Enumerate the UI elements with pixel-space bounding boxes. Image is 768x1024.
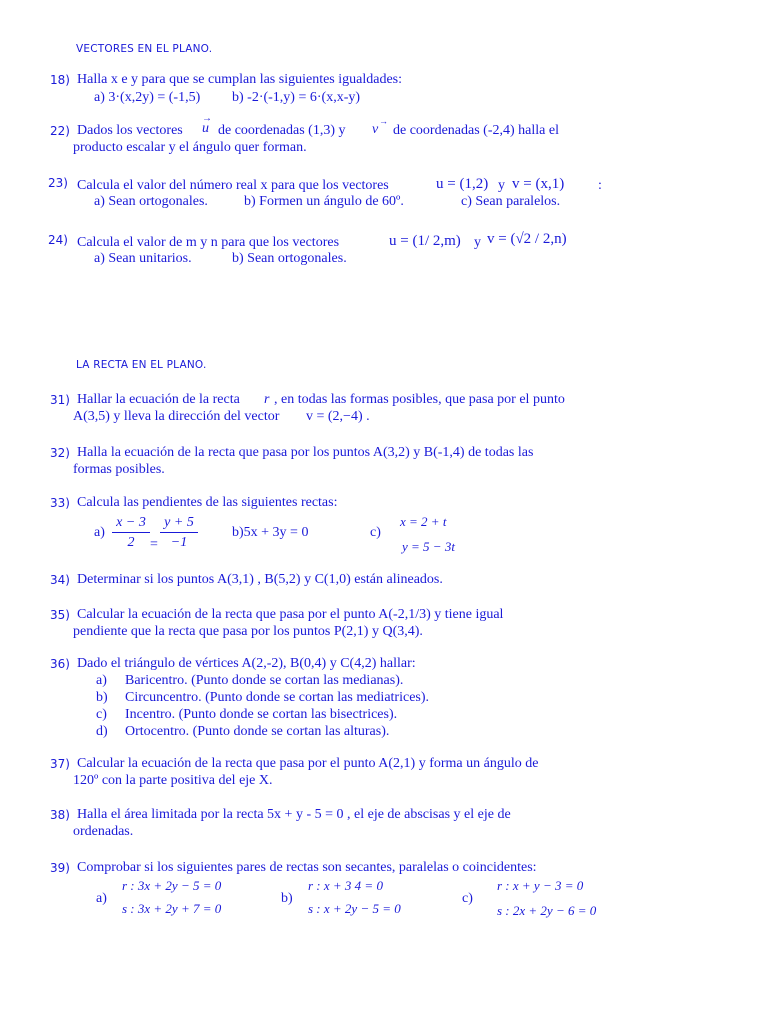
fraction-a-2	[160, 516, 198, 550]
fraction-a-1-numerator: x − 3	[112, 516, 150, 533]
problem-37-line2: 120º con la parte positiva del eje X.	[73, 773, 273, 788]
problem-39-b-line-r: r : x + 3 4 = 0	[308, 878, 383, 893]
problem-36-statement: Dado el triángulo de vértices A(2,-2), B(0,4) y C(4,2) hallar:	[77, 656, 416, 671]
problem-36-item-label-d: d)	[96, 724, 108, 739]
problem-39-part-c-label: c)	[462, 891, 473, 906]
vector-v-symbol: v →	[372, 116, 388, 137]
problem-33-part-a-label: a)	[94, 525, 105, 540]
problem-36-item-c: Incentro. (Punto donde se cortan las bisectrices).	[125, 707, 398, 722]
problem-33-statement: Calcula las pendientes de las siguientes rectas:	[77, 495, 338, 510]
problem-number-34: 34)	[50, 573, 70, 587]
problem-number-33: 33)	[50, 496, 70, 510]
fraction-a-2-denominator: −1	[170, 535, 188, 550]
problem-18-statement: Halla x e y para que se cumplan las siguientes igualdades:	[77, 72, 403, 87]
problem-24-part-b: b) Sean ortogonales.	[232, 251, 347, 266]
fraction-a-1-denominator: 2	[127, 535, 135, 550]
problem-22-text-c: de coordenadas (-2,4) halla el	[393, 123, 559, 138]
vector-u-arrow: →	[202, 113, 212, 124]
problem-23-vector-u: u = (1,2)	[436, 176, 489, 192]
problem-31-text-b: , en todas las formas posibles, que pasa por el punto	[274, 392, 565, 407]
problem-number-31: 31)	[50, 393, 70, 407]
problem-23-part-c: c) Sean paralelos.	[461, 194, 561, 209]
problem-39-a-line-s: s : 3x + 2y + 7 = 0	[122, 901, 222, 916]
problem-22-text-b: de coordenadas (1,3) y	[218, 123, 346, 138]
section-title-vectores: VECTORES EN EL PLANO.	[76, 43, 213, 55]
problem-36-item-d: Ortocentro. (Punto donde se cortan las alturas).	[125, 724, 390, 739]
problem-23-vector-v: v = (x,1)	[512, 176, 565, 192]
problem-number-18: 18)	[50, 73, 70, 87]
problem-35-line1: Calcular la ecuación de la recta que pasa por el punto A(-2,1/3) y tiene igual	[77, 607, 504, 622]
fraction-a-2-numerator: y + 5	[160, 516, 198, 533]
vector-u-symbol: → u	[202, 113, 212, 136]
problem-39-b-line-s: s : x + 2y − 5 = 0	[308, 901, 401, 916]
problem-22-line2: producto escalar y el ángulo quer forman.	[73, 140, 307, 155]
problem-31-vector: v = (2,−4) .	[306, 409, 370, 424]
problem-number-35: 35)	[50, 608, 70, 622]
problem-23-part-b: b) Formen un ángulo de 60º.	[244, 194, 404, 209]
problem-number-22: 22)	[50, 124, 70, 138]
problem-36-item-b: Circuncentro. (Punto donde se cortan las mediatrices).	[125, 690, 430, 705]
problem-33-part-b: b)5x + 3y = 0	[232, 525, 309, 540]
problem-number-24: 24)	[48, 233, 68, 247]
problem-23-colon: :	[598, 178, 602, 193]
problem-24-part-a: a) Sean unitarios.	[94, 251, 192, 266]
problem-36-item-label-a: a)	[96, 673, 107, 688]
problem-38-line2: ordenadas.	[73, 824, 134, 839]
problem-number-36: 36)	[50, 657, 70, 671]
problem-24-y: y	[474, 235, 481, 250]
problem-22-text-a: Dados los vectores	[77, 123, 183, 138]
problem-39-statement: Comprobar si los siguientes pares de rectas son secantes, paralelas o coincidentes:	[77, 860, 537, 875]
problem-32-line1: Halla la ecuación de la recta que pasa por los puntos A(3,2) y B(-1,4) de todas las	[77, 445, 534, 460]
problem-39-a-line-r: r : 3x + 2y − 5 = 0	[122, 878, 222, 893]
problem-24-vector-v: v = (√2 / 2,n)	[487, 231, 567, 247]
problem-39-c-line-r: r : x + y − 3 = 0	[497, 878, 584, 893]
problem-37-line1: Calcular la ecuación de la recta que pasa por el punto A(2,1) y forma un ángulo de	[77, 756, 539, 771]
problem-number-38: 38)	[50, 808, 70, 822]
problem-23-y: y	[498, 178, 505, 193]
section-title-recta: LA RECTA EN EL PLANO.	[76, 359, 207, 371]
problem-32-line2: formas posibles.	[73, 462, 165, 477]
problem-number-37: 37)	[50, 757, 70, 771]
problem-33-part-c-label: c)	[370, 525, 381, 540]
problem-23-statement: Calcula el valor del número real x para que los vectores	[77, 178, 389, 193]
problem-39-c-line-s: s : 2x + 2y − 6 = 0	[497, 903, 597, 918]
fraction-equals: =	[150, 537, 158, 552]
problem-31-text-a: Hallar la ecuación de la recta	[77, 392, 240, 407]
problem-38-line1: Halla el área limitada por la recta 5x + y - 5 = 0 , el eje de abscisas y el eje de	[77, 807, 511, 822]
problem-39-part-a-label: a)	[96, 891, 107, 906]
problem-34-line1: Determinar si los puntos A(3,1) , B(5,2) y C(1,0) están alineados.	[77, 572, 443, 587]
problem-36-item-label-c: c)	[96, 707, 107, 722]
problem-24-vector-u: u = (1/ 2,m)	[389, 233, 461, 249]
problem-39-part-b-label: b)	[281, 891, 293, 906]
problem-33-param-x: x = 2 + t	[400, 514, 447, 529]
problem-18-part-a: a) 3·(x,2y) = (-1,5)	[94, 90, 201, 105]
problem-31-line2: A(3,5) y lleva la dirección del vector	[73, 409, 280, 424]
problem-36-item-a: Baricentro. (Punto donde se cortan las medianas).	[125, 673, 404, 688]
problem-number-23: 23)	[48, 176, 68, 190]
problem-35-line2: pendiente que la recta que pasa por los puntos P(2,1) y Q(3,4).	[73, 624, 423, 639]
fraction-a-1	[112, 516, 150, 550]
problem-33-param-y: y = 5 − 3t	[402, 539, 455, 554]
problem-24-statement: Calcula el valor de m y n para que los vectores	[77, 235, 340, 250]
problem-31-r: r	[264, 392, 270, 407]
problem-number-32: 32)	[50, 446, 70, 460]
problem-23-part-a: a) Sean ortogonales.	[94, 194, 208, 209]
problem-number-39: 39)	[50, 861, 70, 875]
vector-v-arrow: →	[379, 116, 388, 126]
problem-36-item-label-b: b)	[96, 690, 108, 705]
problem-18-part-b: b) -2·(-1,y) = 6·(x,x-y)	[232, 90, 361, 105]
